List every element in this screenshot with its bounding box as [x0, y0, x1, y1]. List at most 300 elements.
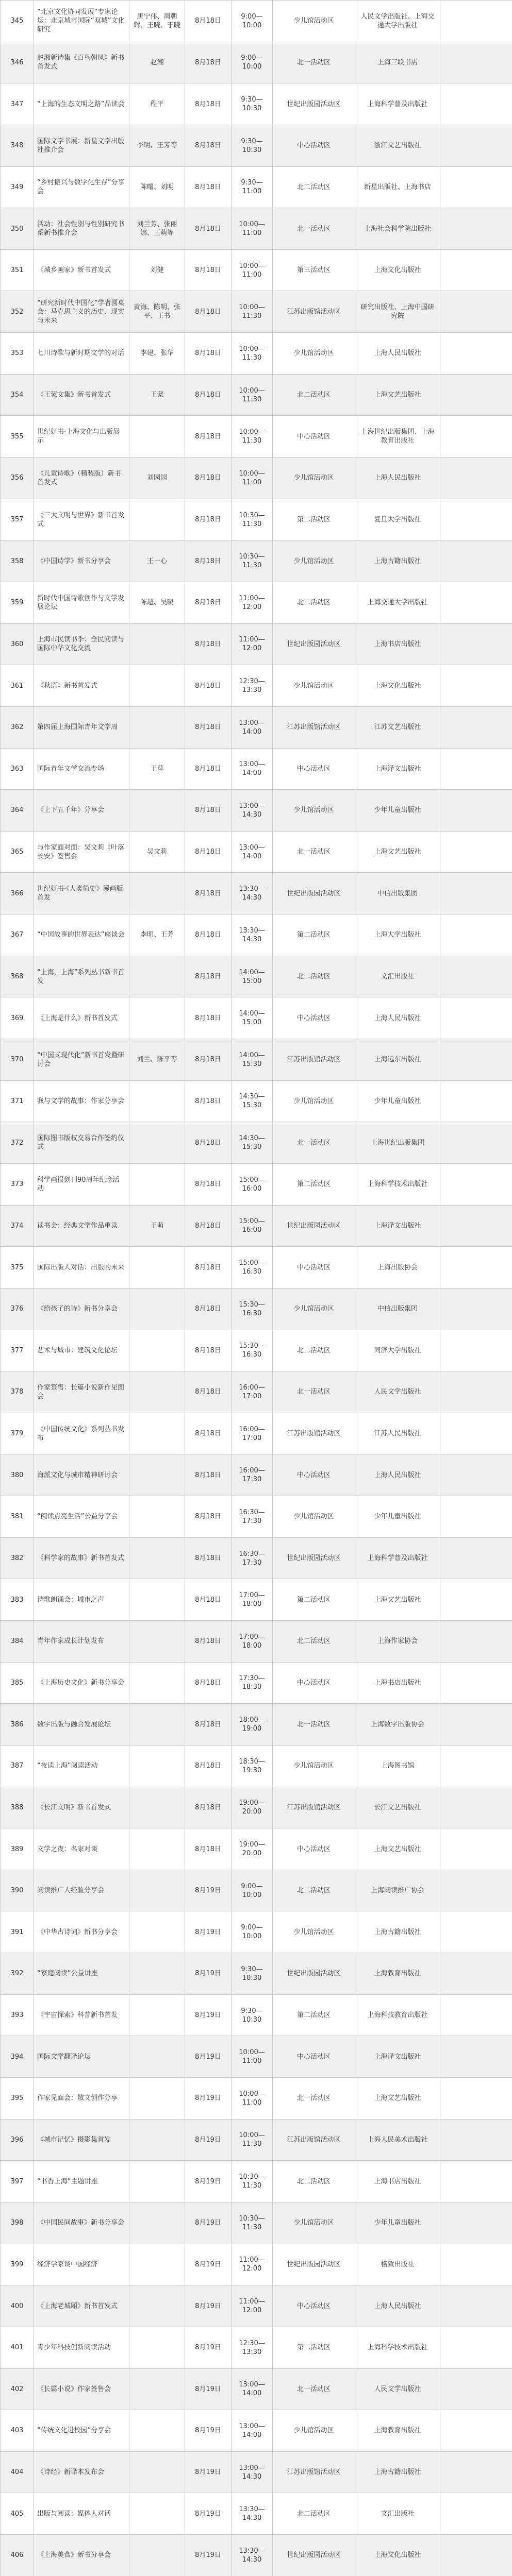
event-title-cell: 艺术与城市：建筑文化论坛 [34, 1330, 129, 1371]
note-cell [440, 2535, 512, 2576]
table-row [1, 2161, 512, 2202]
speaker-cell: 王一心 [129, 540, 185, 582]
event-title-cell: 《给孩子的诗》新书分享会 [34, 1288, 129, 1330]
organizer-cell: 文汇出版社 [355, 2493, 440, 2535]
speaker-cell [129, 1662, 185, 1704]
speaker-cell [129, 1247, 185, 1289]
table-row [1, 1911, 512, 1953]
event-title-cell: 出版与阅读：媒体人对话 [34, 2493, 129, 2535]
event-date-cell: 8月18日 [185, 1330, 232, 1371]
row-number-cell: 404 [1, 2451, 34, 2493]
row-number-cell: 366 [1, 873, 34, 914]
table-row [1, 1537, 512, 1579]
venue-cell: 北一活动区 [273, 42, 355, 83]
note-cell [440, 956, 512, 997]
venue-cell: 世纪出版园活动区 [273, 1953, 355, 1995]
table-row [1, 166, 512, 208]
row-number-cell: 353 [1, 333, 34, 375]
row-number-cell: 406 [1, 2535, 34, 2576]
table-row [1, 2535, 512, 2576]
table-row [1, 125, 512, 166]
row-number-cell: 354 [1, 374, 34, 416]
row-number-cell: 363 [1, 748, 34, 790]
organizer-cell: 少年儿童出版社 [355, 790, 440, 832]
organizer-cell: 上海文艺出版社 [355, 1828, 440, 1870]
event-date-cell: 8月19日 [185, 2078, 232, 2120]
event-date-cell: 8月18日 [185, 665, 232, 707]
event-title-cell: 《科学家的故事》新书首发式 [34, 1537, 129, 1579]
event-date-cell: 8月18日 [185, 1787, 232, 1828]
speaker-cell [129, 790, 185, 832]
speaker-cell: 李明、王芳 [129, 914, 185, 956]
venue-cell: 世纪出版园活动区 [273, 2535, 355, 2576]
speaker-cell [129, 2493, 185, 2535]
event-date-cell: 8月19日 [185, 2368, 232, 2410]
event-title-cell: 《上下五千年》分享会 [34, 790, 129, 832]
note-cell [440, 2410, 512, 2452]
note-cell [440, 208, 512, 250]
event-date-cell: 8月18日 [185, 1371, 232, 1413]
table-row [1, 623, 512, 665]
event-time-cell: 10:30—11:30 [232, 499, 273, 540]
event-title-cell: 科学画报创刊90周年纪念活动 [34, 1163, 129, 1205]
row-number-cell: 394 [1, 2036, 34, 2078]
event-time-cell: 15:30—16:30 [232, 1330, 273, 1371]
table-row [1, 1080, 512, 1122]
event-title-cell: 国际文学书展：新星文学出版社推介会 [34, 125, 129, 166]
organizer-cell: 上海图书馆 [355, 1745, 440, 1787]
organizer-cell: 上海出版协会 [355, 1247, 440, 1289]
event-date-cell: 8月18日 [185, 873, 232, 914]
row-number-cell: 347 [1, 83, 34, 125]
event-date-cell: 8月19日 [185, 1953, 232, 1995]
event-date-cell: 8月18日 [185, 291, 232, 333]
venue-cell: 江苏出版馆活动区 [273, 1413, 355, 1454]
venue-cell: 第二活动区 [273, 1579, 355, 1621]
row-number-cell: 348 [1, 125, 34, 166]
speaker-cell [129, 665, 185, 707]
organizer-cell: 上海人民出版社 [355, 997, 440, 1039]
event-title-cell: 《中国诗学》新书分享会 [34, 540, 129, 582]
event-date-cell: 8月18日 [185, 1537, 232, 1579]
event-date-cell: 8月19日 [185, 2410, 232, 2452]
event-title-cell: “书香上海”主题讲座 [34, 2161, 129, 2202]
venue-cell: 北一活动区 [273, 208, 355, 250]
note-cell [440, 42, 512, 83]
table-row [1, 914, 512, 956]
organizer-cell: 上海书店出版社 [355, 1662, 440, 1704]
speaker-cell: 黄海、陈明、张平、王书 [129, 291, 185, 333]
event-time-cell: 17:30—18:30 [232, 1662, 273, 1704]
event-time-cell: 14:30—15:30 [232, 1122, 273, 1164]
speaker-cell [129, 706, 185, 748]
speaker-cell [129, 1537, 185, 1579]
row-number-cell: 352 [1, 291, 34, 333]
venue-cell: 少儿馆活动区 [273, 1, 355, 42]
note-cell [440, 1787, 512, 1828]
note-cell [440, 2161, 512, 2202]
note-cell [440, 1911, 512, 1953]
speaker-cell: 王萍 [129, 748, 185, 790]
event-title-cell: “夜读上海”阅读活动 [34, 1745, 129, 1787]
event-time-cell: 15:30—16:30 [232, 1288, 273, 1330]
venue-cell: 世纪出版园活动区 [273, 2244, 355, 2285]
event-time-cell: 13:30—14:30 [232, 2535, 273, 2576]
organizer-cell: 上海交通大学出版社 [355, 582, 440, 623]
event-time-cell: 17:00—18:00 [232, 1579, 273, 1621]
speaker-cell [129, 1163, 185, 1205]
table-row [1, 1247, 512, 1289]
event-date-cell: 8月18日 [185, 1704, 232, 1745]
speaker-cell [129, 499, 185, 540]
event-date-cell: 8月18日 [185, 249, 232, 291]
table-row [1, 1454, 512, 1496]
organizer-cell: 格致出版社 [355, 2244, 440, 2285]
row-number-cell: 369 [1, 997, 34, 1039]
event-time-cell: 13:30—14:30 [232, 873, 273, 914]
organizer-cell: 上海科学普及出版社 [355, 83, 440, 125]
event-date-cell: 8月18日 [185, 166, 232, 208]
organizer-cell: 上海文艺出版社 [355, 831, 440, 873]
organizer-cell: 上海文化出版社 [355, 665, 440, 707]
venue-cell: 北二活动区 [273, 1870, 355, 1911]
event-date-cell: 8月19日 [185, 2161, 232, 2202]
organizer-cell: 研究出版社、上海中国研究院 [355, 291, 440, 333]
note-cell [440, 2327, 512, 2368]
event-date-cell: 8月18日 [185, 1620, 232, 1662]
event-title-cell: 读书会：经典文学作品重读 [34, 1205, 129, 1247]
event-title-cell: 阅读推广人经验分享会 [34, 1870, 129, 1911]
note-cell [440, 1620, 512, 1662]
organizer-cell: 上海文艺出版社 [355, 374, 440, 416]
speaker-cell: 刘园园 [129, 457, 185, 499]
event-time-cell: 17:00—18:00 [232, 1620, 273, 1662]
event-time-cell: 16:30—17:30 [232, 1496, 273, 1538]
table-row [1, 2493, 512, 2535]
note-cell [440, 333, 512, 375]
event-title-cell: 《上海老城厢》新书首发式 [34, 2285, 129, 2327]
speaker-cell [129, 2368, 185, 2410]
event-title-cell: 青少年科技创新阅读活动 [34, 2327, 129, 2368]
event-title-cell: 海派文化与城市精神研讨会 [34, 1454, 129, 1496]
speaker-cell: 刘兰芳、张丽娜、王萌等 [129, 208, 185, 250]
speaker-cell [129, 416, 185, 457]
event-date-cell: 8月19日 [185, 2451, 232, 2493]
event-title-cell: 赵湘新诗集《百鸟朝凤》新书首发式 [34, 42, 129, 83]
row-number-cell: 385 [1, 1662, 34, 1704]
note-cell [440, 1122, 512, 1164]
row-number-cell: 388 [1, 1787, 34, 1828]
organizer-cell: 上海古籍出版社 [355, 2451, 440, 2493]
note-cell [440, 1953, 512, 1995]
note-cell [440, 1080, 512, 1122]
event-time-cell: 13:30—14:30 [232, 2493, 273, 2535]
note-cell [440, 1579, 512, 1621]
speaker-cell [129, 2244, 185, 2285]
table-row [1, 416, 512, 457]
event-date-cell: 8月18日 [185, 1662, 232, 1704]
note-cell [440, 166, 512, 208]
row-number-cell: 381 [1, 1496, 34, 1538]
event-title-cell: 《长篇小说》作家签售会 [34, 2368, 129, 2410]
note-cell [440, 914, 512, 956]
organizer-cell: 上海世纪出版集团 [355, 1122, 440, 1164]
speaker-cell [129, 1704, 185, 1745]
row-number-cell: 401 [1, 2327, 34, 2368]
event-time-cell: 15:00—16:00 [232, 1205, 273, 1247]
speaker-cell [129, 1288, 185, 1330]
organizer-cell: 上海教育出版社 [355, 2410, 440, 2452]
venue-cell: 少儿馆活动区 [273, 1288, 355, 1330]
row-number-cell: 376 [1, 1288, 34, 1330]
organizer-cell: 中信出版集团 [355, 1288, 440, 1330]
table-row [1, 291, 512, 333]
row-number-cell: 387 [1, 1745, 34, 1787]
table-row [1, 831, 512, 873]
note-cell [440, 1994, 512, 2036]
event-time-cell: 16:30—17:30 [232, 1537, 273, 1579]
row-number-cell: 399 [1, 2244, 34, 2285]
event-date-cell: 8月18日 [185, 1122, 232, 1164]
organizer-cell: 上海译文出版社 [355, 2036, 440, 2078]
speaker-cell [129, 2202, 185, 2244]
speaker-cell [129, 2119, 185, 2161]
row-number-cell: 380 [1, 1454, 34, 1496]
event-date-cell: 8月18日 [185, 623, 232, 665]
organizer-cell: 上海文艺出版社 [355, 1579, 440, 1621]
venue-cell: 中心活动区 [273, 1662, 355, 1704]
note-cell [440, 1704, 512, 1745]
table-row [1, 997, 512, 1039]
event-title-cell: 世纪好书·《人类简史》漫画版首发 [34, 873, 129, 914]
note-cell [440, 1288, 512, 1330]
table-row [1, 1745, 512, 1787]
event-title-cell: 经济学家谈中国经济 [34, 2244, 129, 2285]
event-time-cell: 11:00—12:00 [232, 582, 273, 623]
organizer-cell: 上海阅读推广协会 [355, 1870, 440, 1911]
organizer-cell: 人民文学出版社 [355, 2368, 440, 2410]
event-date-cell: 8月19日 [185, 2285, 232, 2327]
speaker-cell [129, 2410, 185, 2452]
event-time-cell: 19:00—20:00 [232, 1828, 273, 1870]
event-title-cell: “上海的生态文明之路”品读会 [34, 83, 129, 125]
organizer-cell: 上海科学技术出版社 [355, 1163, 440, 1205]
table-row [1, 1994, 512, 2036]
event-title-cell: 《城乡画家》新书首发式 [34, 249, 129, 291]
note-cell [440, 457, 512, 499]
venue-cell: 北一活动区 [273, 1704, 355, 1745]
organizer-cell: 上海人民出版社 [355, 457, 440, 499]
event-title-cell: 《长江文明》新书首发式 [34, 1787, 129, 1828]
note-cell [440, 83, 512, 125]
speaker-cell [129, 2451, 185, 2493]
table-row [1, 1579, 512, 1621]
event-time-cell: 10:00—11:30 [232, 333, 273, 375]
note-cell [440, 748, 512, 790]
organizer-cell: 人民文学出版社 [355, 1371, 440, 1413]
organizer-cell: 上海文艺出版社 [355, 2078, 440, 2120]
event-date-cell: 8月18日 [185, 1163, 232, 1205]
note-cell [440, 1, 512, 42]
event-time-cell: 9:00—10:00 [232, 1870, 273, 1911]
organizer-cell: 上海人民出版社 [355, 333, 440, 375]
event-title-cell: 青年作家成长计划发布 [34, 1620, 129, 1662]
organizer-cell: 上海科学技术出版社 [355, 2327, 440, 2368]
organizer-cell: 上海教育出版社 [355, 1953, 440, 1995]
event-title-cell: 国际图书版权交易合作签约仪式 [34, 1122, 129, 1164]
event-date-cell: 8月19日 [185, 2244, 232, 2285]
event-time-cell: 13:00—14:30 [232, 790, 273, 832]
speaker-cell [129, 1496, 185, 1538]
venue-cell: 北二活动区 [273, 582, 355, 623]
note-cell [440, 540, 512, 582]
event-time-cell: 16:00—17:30 [232, 1454, 273, 1496]
row-number-cell: 361 [1, 665, 34, 707]
speaker-cell: 王萌 [129, 1205, 185, 1247]
note-cell [440, 997, 512, 1039]
event-time-cell: 11:00—12:00 [232, 2244, 273, 2285]
row-number-cell: 389 [1, 1828, 34, 1870]
venue-cell: 世纪出版园活动区 [273, 83, 355, 125]
venue-cell: 少儿馆活动区 [273, 2410, 355, 2452]
speaker-cell: 吴文莉 [129, 831, 185, 873]
row-number-cell: 379 [1, 1413, 34, 1454]
venue-cell: 江苏出版馆活动区 [273, 2451, 355, 2493]
venue-cell: 世纪出版园活动区 [273, 1537, 355, 1579]
event-time-cell: 10:30—11:30 [232, 540, 273, 582]
table-row [1, 457, 512, 499]
event-title-cell: 《上海是什么》新书首发式 [34, 997, 129, 1039]
event-time-cell: 10:00—11:00 [232, 2036, 273, 2078]
venue-cell: 第三活动区 [273, 249, 355, 291]
note-cell [440, 499, 512, 540]
event-time-cell: 19:00—20:00 [232, 1787, 273, 1828]
event-title-cell: 上海市民读书季：全民阅读与国际中华文化交流 [34, 623, 129, 665]
table-row [1, 873, 512, 914]
organizer-cell: 新星出版社、上海书店 [355, 166, 440, 208]
table-row [1, 2368, 512, 2410]
speaker-cell [129, 1413, 185, 1454]
event-time-cell: 10:00—11:30 [232, 2119, 273, 2161]
event-date-cell: 8月18日 [185, 83, 232, 125]
table-row [1, 1039, 512, 1081]
row-number-cell: 403 [1, 2410, 34, 2452]
event-date-cell: 8月19日 [185, 1911, 232, 1953]
note-cell [440, 1662, 512, 1704]
table-row [1, 42, 512, 83]
event-title-cell: 《中国民间故事》新书分享会 [34, 2202, 129, 2244]
speaker-cell: 李明、王芳等 [129, 125, 185, 166]
event-date-cell: 8月18日 [185, 956, 232, 997]
row-number-cell: 382 [1, 1537, 34, 1579]
speaker-cell [129, 1330, 185, 1371]
event-time-cell: 18:00—19:00 [232, 1704, 273, 1745]
venue-cell: 中心活动区 [273, 2036, 355, 2078]
event-time-cell: 15:00—16:00 [232, 1163, 273, 1205]
row-number-cell: 372 [1, 1122, 34, 1164]
organizer-cell: 上海人民出版社 [355, 1454, 440, 1496]
speaker-cell [129, 1454, 185, 1496]
note-cell [440, 873, 512, 914]
venue-cell: 北二活动区 [273, 2493, 355, 2535]
row-number-cell: 373 [1, 1163, 34, 1205]
row-number-cell: 392 [1, 1953, 34, 1995]
event-date-cell: 8月18日 [185, 1454, 232, 1496]
event-time-cell: 13:00—14:00 [232, 706, 273, 748]
venue-cell: 少儿馆活动区 [273, 665, 355, 707]
event-time-cell: 10:30—11:30 [232, 2161, 273, 2202]
organizer-cell: 上海译文出版社 [355, 1205, 440, 1247]
event-date-cell: 8月18日 [185, 333, 232, 375]
event-date-cell: 8月18日 [185, 914, 232, 956]
note-cell [440, 374, 512, 416]
event-time-cell: 9:30—10:30 [232, 125, 273, 166]
speaker-cell [129, 623, 185, 665]
event-time-cell: 13:00—14:00 [232, 748, 273, 790]
event-title-cell: 新时代中国诗歌创作与文学发展论坛 [34, 582, 129, 623]
table-row [1, 1704, 512, 1745]
row-number-cell: 397 [1, 2161, 34, 2202]
speaker-cell [129, 1122, 185, 1164]
organizer-cell: 少年儿童出版社 [355, 1496, 440, 1538]
note-cell [440, 1205, 512, 1247]
table-row [1, 2327, 512, 2368]
event-time-cell: 18:30—19:30 [232, 1745, 273, 1787]
event-date-cell: 8月18日 [185, 1745, 232, 1787]
event-date-cell: 8月19日 [185, 2202, 232, 2244]
venue-cell: 北一活动区 [273, 831, 355, 873]
event-date-cell: 8月18日 [185, 42, 232, 83]
organizer-cell: 上海科学普及出版社 [355, 1537, 440, 1579]
event-title-cell: “研究新时代中国化”学者圆桌会：马克思主义的历史、现实与未来 [34, 291, 129, 333]
table-row [1, 1330, 512, 1371]
note-cell [440, 623, 512, 665]
row-number-cell: 395 [1, 2078, 34, 2120]
speaker-cell [129, 1994, 185, 2036]
organizer-cell: 人民文学出版社、上海交通大学出版社 [355, 1, 440, 42]
row-number-cell: 377 [1, 1330, 34, 1371]
organizer-cell: 长江文艺出版社 [355, 1787, 440, 1828]
venue-cell: 少儿馆活动区 [273, 1496, 355, 1538]
table-row [1, 2451, 512, 2493]
venue-cell: 中心活动区 [273, 2285, 355, 2327]
venue-cell: 江苏出版馆活动区 [273, 2119, 355, 2161]
row-number-cell: 365 [1, 831, 34, 873]
note-cell [440, 291, 512, 333]
event-time-cell: 12:30—13:30 [232, 665, 273, 707]
event-date-cell: 8月18日 [185, 997, 232, 1039]
row-number-cell: 367 [1, 914, 34, 956]
table-row [1, 790, 512, 832]
event-time-cell: 9:30—10:30 [232, 1994, 273, 2036]
event-date-cell: 8月18日 [185, 1247, 232, 1289]
note-cell [440, 2202, 512, 2244]
event-date-cell: 8月18日 [185, 706, 232, 748]
event-title-cell: “传统文化进校园”分享会 [34, 2410, 129, 2452]
speaker-cell [129, 1911, 185, 1953]
venue-cell: 北二活动区 [273, 2161, 355, 2202]
venue-cell: 第二活动区 [273, 499, 355, 540]
venue-cell: 第二活动区 [273, 1163, 355, 1205]
speaker-cell [129, 997, 185, 1039]
venue-cell: 北二活动区 [273, 1620, 355, 1662]
event-time-cell: 9:30—11:00 [232, 166, 273, 208]
table-row [1, 2119, 512, 2161]
venue-cell: 江苏出版馆活动区 [273, 291, 355, 333]
event-date-cell: 8月18日 [185, 582, 232, 623]
venue-cell: 江苏出版馆活动区 [273, 1787, 355, 1828]
organizer-cell: 少年儿童出版社 [355, 2202, 440, 2244]
